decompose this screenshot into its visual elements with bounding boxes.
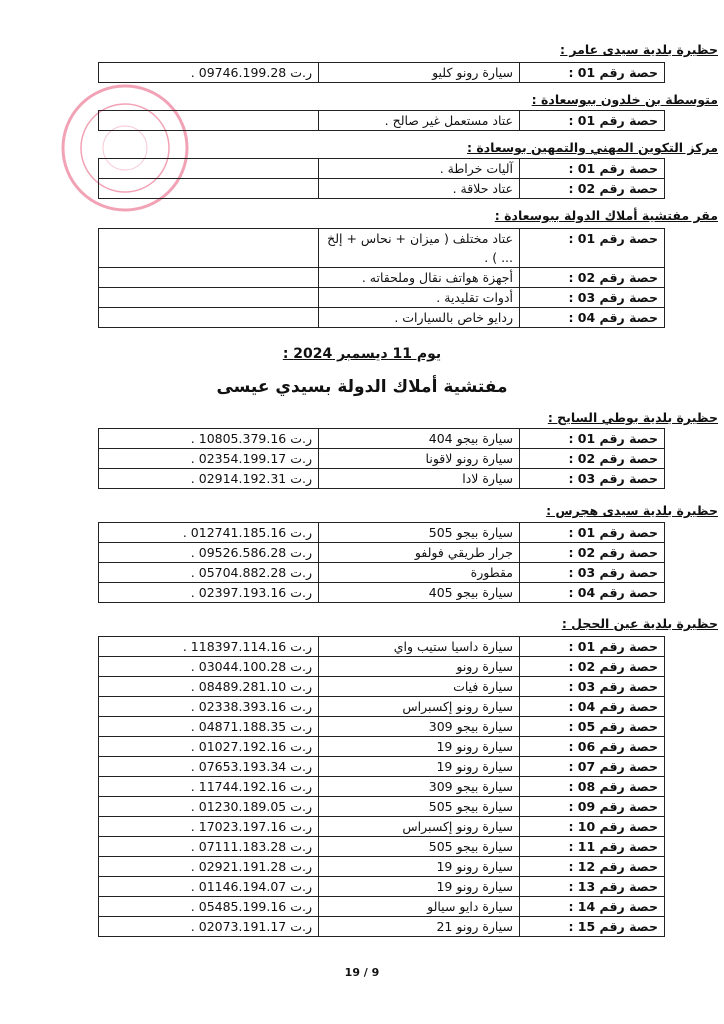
table-row xyxy=(99,469,665,489)
lot-item: ردايو خاص بالسيارات . xyxy=(319,308,520,328)
lot-reference xyxy=(99,288,319,308)
lot-number: حصة رقم 13 : xyxy=(520,877,665,897)
table-row xyxy=(99,637,665,657)
lot-item: سيارة بيجو 309 xyxy=(319,717,520,737)
table-row xyxy=(99,523,665,543)
section-heading: متوسطة بن خلدون ببوسعادة : xyxy=(531,92,718,107)
section-heading: مركز التكوين المهني والتمهين بوسعادة : xyxy=(466,140,718,155)
lots-table xyxy=(98,428,665,489)
lot-number: حصة رقم 02 : xyxy=(520,179,665,199)
lot-reference: ر.ت 02354.199.17 . xyxy=(99,449,319,469)
lot-item: مقطورة xyxy=(319,563,520,583)
table-row xyxy=(99,449,665,469)
lot-item: عتاد مختلف ( ميزان + نحاس + إلخ ... ) . xyxy=(319,229,520,268)
lot-reference: ر.ت 02338.393.16 . xyxy=(99,697,319,717)
lot-number: حصة رقم 01 : xyxy=(520,523,665,543)
lots-table xyxy=(98,62,665,83)
table-row xyxy=(99,857,665,877)
lot-item: سيارة رونو 19 xyxy=(319,737,520,757)
lot-number: حصة رقم 04 : xyxy=(520,308,665,328)
lot-number: حصة رقم 02 : xyxy=(520,449,665,469)
section-heading: حظيرة بلدية سيدى عامر : xyxy=(560,42,718,57)
lot-reference xyxy=(99,308,319,328)
lots-table xyxy=(98,636,665,937)
table-row xyxy=(99,229,665,268)
lot-item: آليات خراطة . xyxy=(319,159,520,179)
table-row xyxy=(99,817,665,837)
lot-number: حصة رقم 12 : xyxy=(520,857,665,877)
lot-reference xyxy=(99,229,319,268)
lot-reference: ر.ت 01027.192.16 . xyxy=(99,737,319,757)
lot-number: حصة رقم 01 : xyxy=(520,429,665,449)
page-number: 19 / 9 xyxy=(344,966,380,979)
lot-reference: ر.ت 07653.193.34 . xyxy=(99,757,319,777)
table-row xyxy=(99,268,665,288)
lot-item: سيارة بيجو 505 xyxy=(319,837,520,857)
lot-item: سيارة بيجو 405 xyxy=(319,583,520,603)
table-row xyxy=(99,717,665,737)
lot-number: حصة رقم 05 : xyxy=(520,717,665,737)
page-title: مفتشية أملاك الدولة بسيدي عيسى xyxy=(216,377,508,397)
lot-number: حصة رقم 09 : xyxy=(520,797,665,817)
table-row xyxy=(99,111,665,131)
lot-item: سيارة رونو 19 xyxy=(319,877,520,897)
lot-number: حصة رقم 14 : xyxy=(520,897,665,917)
lot-item: سيارة لادا xyxy=(319,469,520,489)
table-row xyxy=(99,897,665,917)
lot-reference: ر.ت 11744.192.16 . xyxy=(99,777,319,797)
table-row xyxy=(99,583,665,603)
table-row xyxy=(99,677,665,697)
lot-item: سيارة رونو إكسبراس xyxy=(319,697,520,717)
date-heading-text: يوم 11 ديسمبر 2024 : xyxy=(282,346,442,362)
lot-number: حصة رقم 06 : xyxy=(520,737,665,757)
lot-item: سيارة دايو سيالو xyxy=(319,897,520,917)
lot-reference: ر.ت 05485.199.16 . xyxy=(99,897,319,917)
lot-number: حصة رقم 10 : xyxy=(520,817,665,837)
lot-item: سيارة رونو 19 xyxy=(319,757,520,777)
lot-item: سيارة رونو إكسبراس xyxy=(319,817,520,837)
lot-reference: ر.ت 10805.379.16 . xyxy=(99,429,319,449)
table-row xyxy=(99,543,665,563)
lot-reference: ر.ت 012741.185.16 . xyxy=(99,523,319,543)
table-row xyxy=(99,697,665,717)
lot-number: حصة رقم 03 : xyxy=(520,677,665,697)
lot-item: أجهزة هواتف نقال وملحقاته . xyxy=(319,268,520,288)
lot-number: حصة رقم 03 : xyxy=(520,563,665,583)
lot-reference: ر.ت 02914.192.31 . xyxy=(99,469,319,489)
table-row xyxy=(99,737,665,757)
lot-number: حصة رقم 01 : xyxy=(520,111,665,131)
lot-number: حصة رقم 03 : xyxy=(520,288,665,308)
lots-table xyxy=(98,522,665,603)
table-row xyxy=(99,308,665,328)
table-row xyxy=(99,777,665,797)
table-row xyxy=(99,837,665,857)
table-row xyxy=(99,159,665,179)
lot-item: سيارة بيجو 505 xyxy=(319,797,520,817)
lot-reference: ر.ت 02397.193.16 . xyxy=(99,583,319,603)
lot-item: عتاد حلاقة . xyxy=(319,179,520,199)
lot-reference: ر.ت 04871.188.35 . xyxy=(99,717,319,737)
lots-table xyxy=(98,228,665,328)
lot-number: حصة رقم 01 : xyxy=(520,63,665,83)
lot-reference: ر.ت 118397.114.16 . xyxy=(99,637,319,657)
table-row xyxy=(99,63,665,83)
table-row xyxy=(99,429,665,449)
lot-item: سيارة بيجو 404 xyxy=(319,429,520,449)
lot-item: سيارة فيات xyxy=(319,677,520,697)
lots-table xyxy=(98,158,665,199)
lot-number: حصة رقم 01 : xyxy=(520,229,665,268)
section-heading: حظيرة بلدية سيدى هجرس : xyxy=(546,503,718,518)
lot-item: سيارة بيجو 505 xyxy=(319,523,520,543)
table-row xyxy=(99,757,665,777)
section-heading: حظيرة بلدية عين الحجل : xyxy=(561,616,718,631)
lot-reference: ر.ت 02073.191.17 . xyxy=(99,917,319,937)
lot-reference: ر.ت 02921.191.28 . xyxy=(99,857,319,877)
section-heading: مقر مفتشية أملاك الدولة ببوسعادة : xyxy=(494,208,718,223)
lot-item: سيارة رونو xyxy=(319,657,520,677)
lot-item: جرار طريقي فولفو xyxy=(319,543,520,563)
lot-item: سيارة رونو لاقونا xyxy=(319,449,520,469)
lot-item: عتاد مستعمل غير صالح . xyxy=(319,111,520,131)
lot-reference: ر.ت 08489.281.10 . xyxy=(99,677,319,697)
table-row xyxy=(99,657,665,677)
lot-number: حصة رقم 01 : xyxy=(520,637,665,657)
lot-reference: ر.ت 05704.882.28 . xyxy=(99,563,319,583)
lots-table xyxy=(98,110,665,131)
lot-reference: ر.ت 07111.183.28 . xyxy=(99,837,319,857)
lot-number: حصة رقم 11 : xyxy=(520,837,665,857)
lot-number: حصة رقم 07 : xyxy=(520,757,665,777)
lot-reference xyxy=(99,159,319,179)
lot-number: حصة رقم 02 : xyxy=(520,657,665,677)
lot-item: سيارة داسيا ستيب واي xyxy=(319,637,520,657)
date-heading xyxy=(0,346,724,362)
lot-item: سيارة بيجو 309 xyxy=(319,777,520,797)
lot-reference: ر.ت 01146.194.07 . xyxy=(99,877,319,897)
table-row xyxy=(99,917,665,937)
lot-reference: ر.ت 09526.586.28 . xyxy=(99,543,319,563)
lot-number: حصة رقم 02 : xyxy=(520,543,665,563)
lot-number: حصة رقم 04 : xyxy=(520,697,665,717)
lot-number: حصة رقم 02 : xyxy=(520,268,665,288)
lot-number: حصة رقم 08 : xyxy=(520,777,665,797)
section-heading: حظيرة بلدية بوطي السايح : xyxy=(547,410,718,425)
table-row xyxy=(99,877,665,897)
lot-item: سيارة رونو كليو xyxy=(319,63,520,83)
lot-reference: ر.ت 03044.100.28 . xyxy=(99,657,319,677)
table-row xyxy=(99,797,665,817)
lot-reference: ر.ت 09746.199.28 . xyxy=(99,63,319,83)
table-row xyxy=(99,563,665,583)
lot-number: حصة رقم 15 : xyxy=(520,917,665,937)
lot-item: سيارة رونو 21 xyxy=(319,917,520,937)
lot-reference xyxy=(99,179,319,199)
table-row xyxy=(99,179,665,199)
lot-number: حصة رقم 04 : xyxy=(520,583,665,603)
lot-item: أدوات تقليدية . xyxy=(319,288,520,308)
lot-reference: ر.ت 17023.197.16 . xyxy=(99,817,319,837)
lot-item: سيارة رونو 19 xyxy=(319,857,520,877)
lot-number: حصة رقم 01 : xyxy=(520,159,665,179)
lot-reference xyxy=(99,268,319,288)
lot-reference xyxy=(99,111,319,131)
lot-reference: ر.ت 01230.189.05 . xyxy=(99,797,319,817)
table-row xyxy=(99,288,665,308)
lot-number: حصة رقم 03 : xyxy=(520,469,665,489)
